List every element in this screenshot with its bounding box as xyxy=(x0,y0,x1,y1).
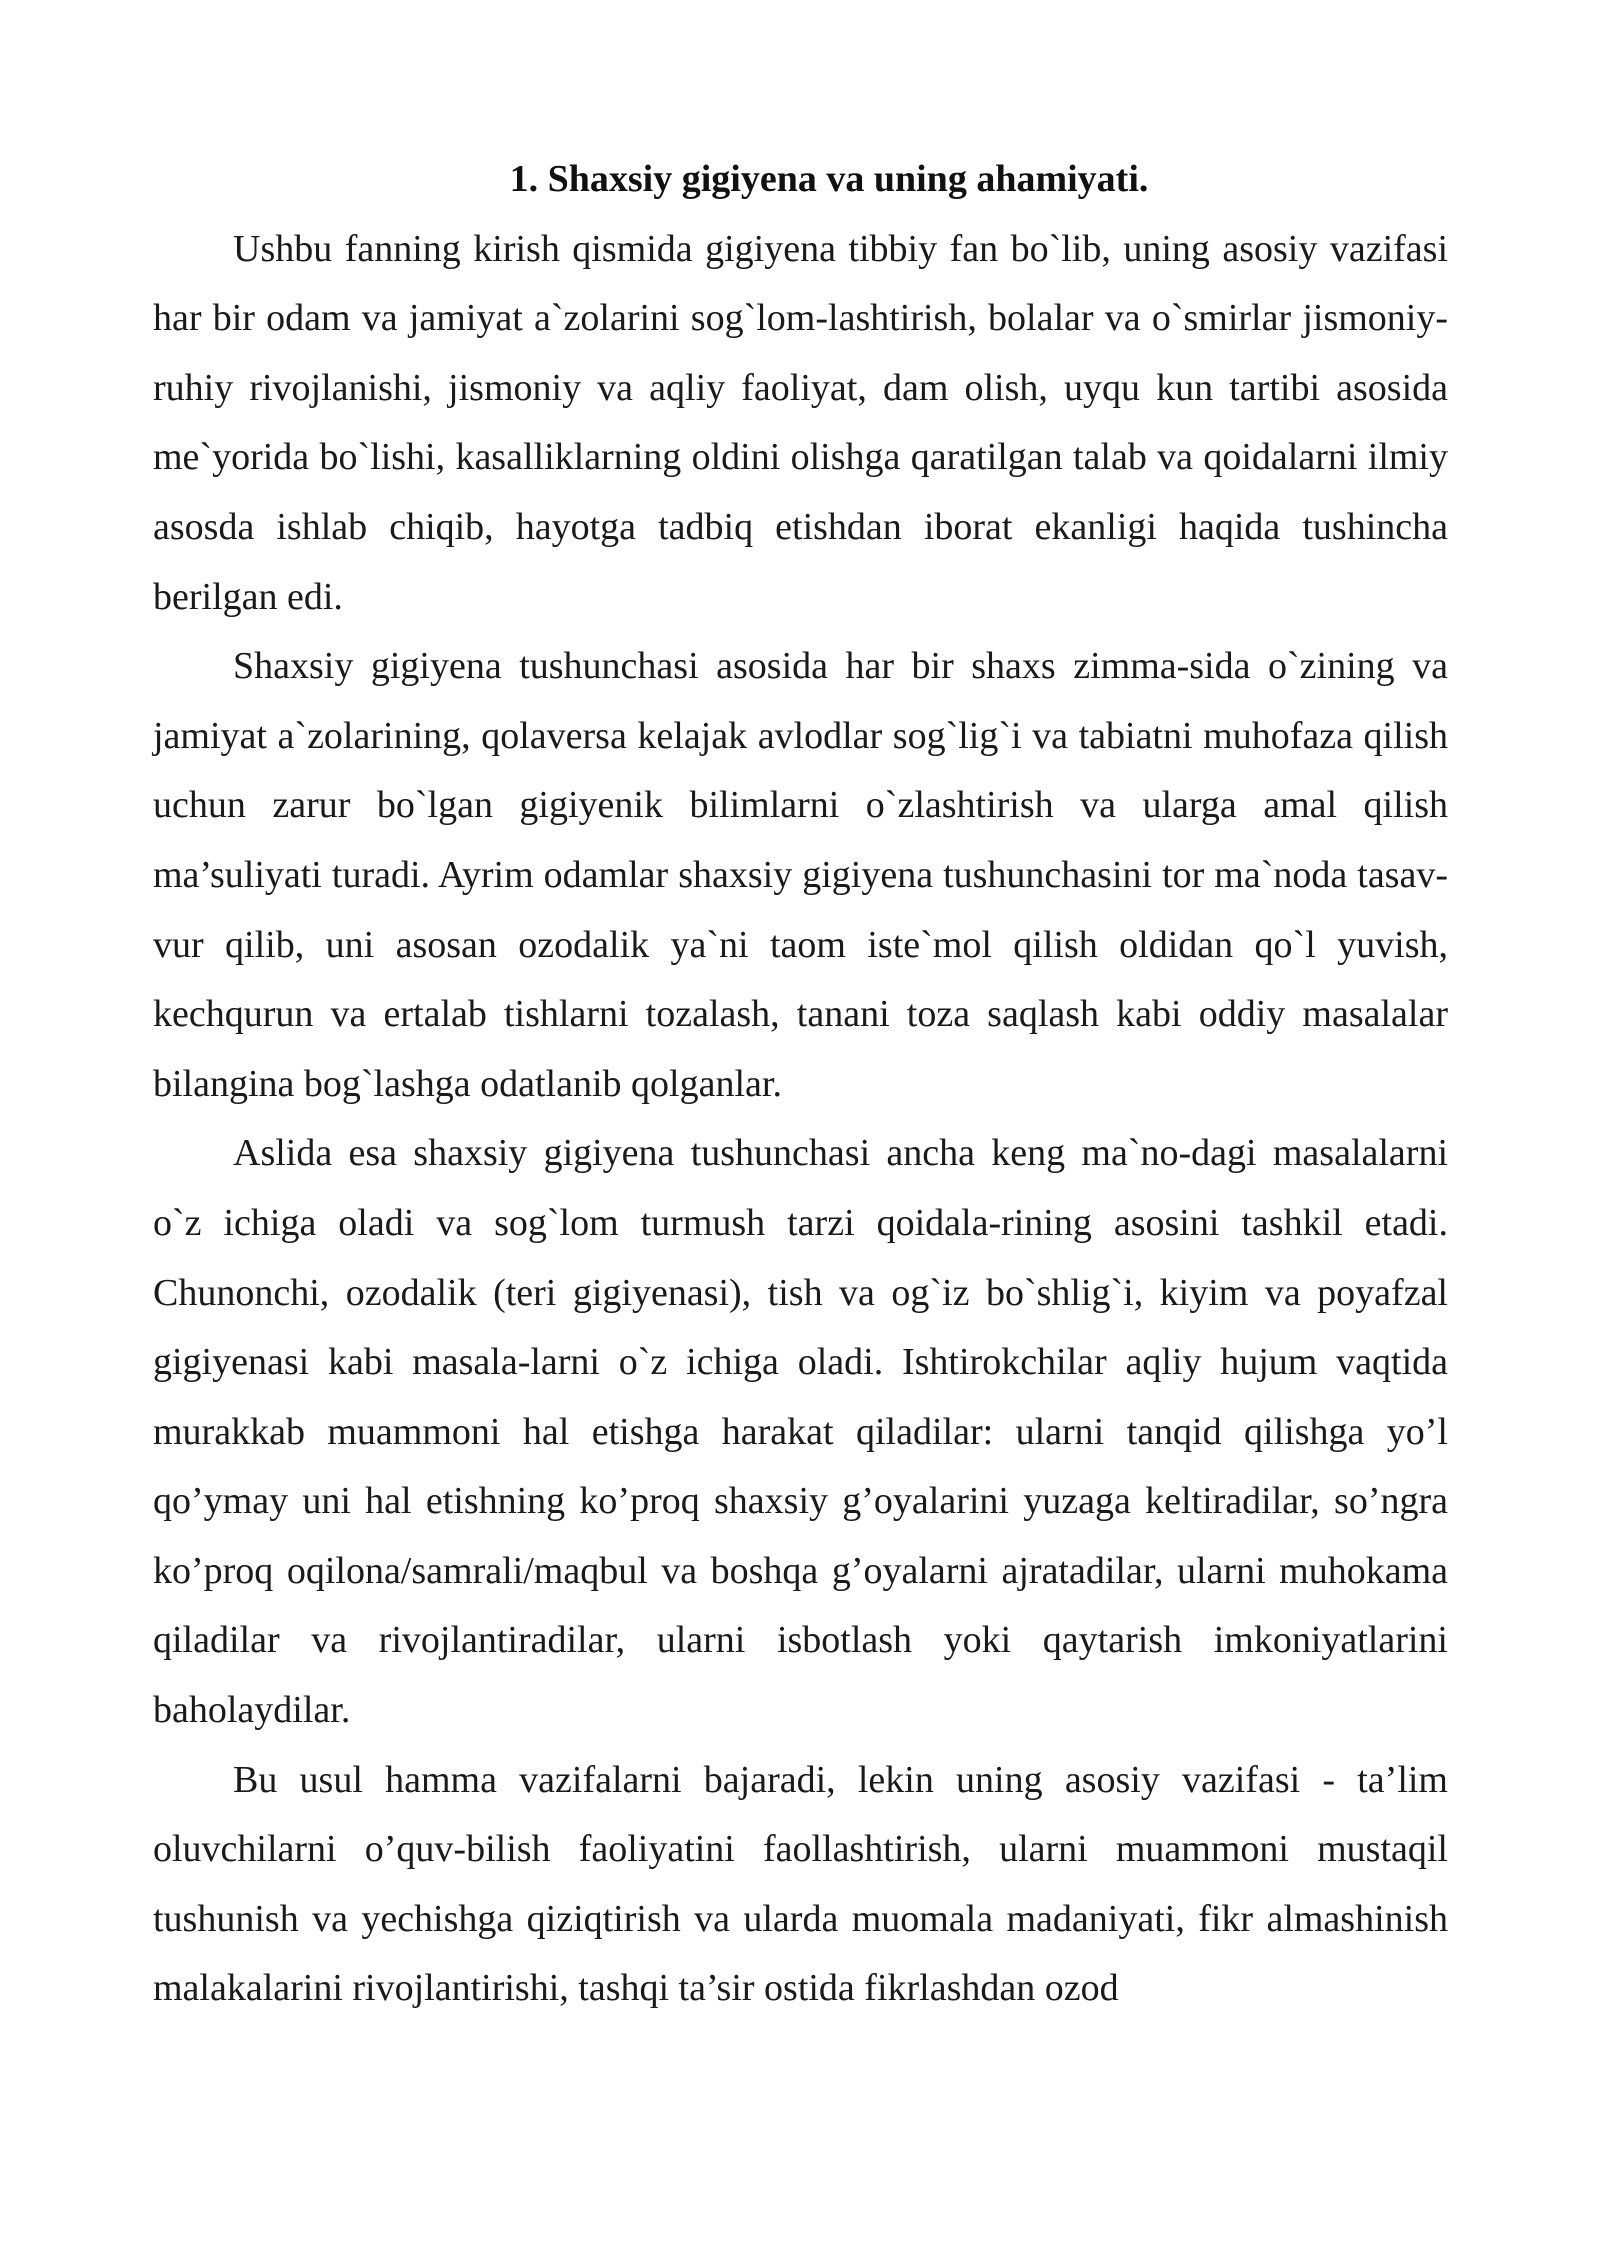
document-body xyxy=(153,145,1448,2024)
paragraph-3: Aslida esa shaxsiy gigiyena tushunchasi ancha keng ma`no-dagi masalalarni o`z ichiga oladi va sog`lom turmush tarzi qoidala-rining asosini tashkil etadi. Chunonchi, ozodalik (teri gigiyenasi), tish va og`iz bo`shlig`i, kiyim va poyafzal gigiyenasi kabi masala-larni o`z ichiga oladi. Ishtirokchilar aqliy hujum vaqtida murakkab muammoni hal etishga harakat qiladilar: ularni tanqid qilishga yo’l qo’ymay uni hal etishning ko’proq shaxsiy g’oyalarini yuzaga keltiradilar, so’ngra ko’proq oqilona/samrali/maqbul va boshqa g’oyalarni ajratadilar, ularni muhokama qiladilar va rivojlantiradilar, ularni isbotlash yoki qaytarish imkoniyatlarini baholaydilar. xyxy=(153,1132,1448,1732)
paragraph-4: Bu usul hamma vazifalarni bajaradi, lekin uning asosiy vazifasi - ta’lim oluvchilarni o’quv-bilish faoliyatini faollashtirish, ularni muammoni mustaqil tushunish va yechishga qiziqtirish va ularda muomala madaniyati, fikr almashinish malakalarini rivojlantirishi, tashqi ta’sir ostida fikrlashdan ozod xyxy=(153,1758,1448,2010)
paragraph-1: Ushbu fanning kirish qismida gigiyena tibbiy fan bo`lib, uning asosiy vazifasi har bir odam va jamiyat a`zolarini sog`lom-lashtirish, bolalar va o`smirlar jismoniy-ruhiy rivojlanishi, jismoniy va aqliy faoliyat, dam olish, uyqu kun tartibi asosida me`yorida bo`lishi, kasalliklarning oldini olishga qaratilgan talab va qoidalarni ilmiy asosda ishlab chiqib, hayotga tadbiq etishdan iborat ekanligi haqida tushincha berilgan edi. xyxy=(153,227,1448,618)
section-title: 1. Shaxsiy gigiyena va uning ahamiyati. xyxy=(509,158,1149,200)
paragraph-2: Shaxsiy gigiyena tushunchasi asosida har bir shaxs zimma-sida o`zining va jamiyat a`zolarining, qolaversa kelajak avlodlar sog`lig`i va tabiatni muhofaza qilish uchun zarur bo`lgan gigiyenik bilimlarni o`zlashtirish va ularga amal qilish ma’suliyati turadi. Ayrim odamlar shaxsiy gigiyena tushunchasini tor ma`noda tasav-vur qilib, uni asosan ozodalik ya`ni taom iste`mol qilish oldidan qo`l yuvish, kechqurun va ertalab tishlarni tozalash, tanani toza saqlash kabi oddiy masalalar bilangina bog`lashga odatlanib qolganlar. xyxy=(153,645,1448,1105)
